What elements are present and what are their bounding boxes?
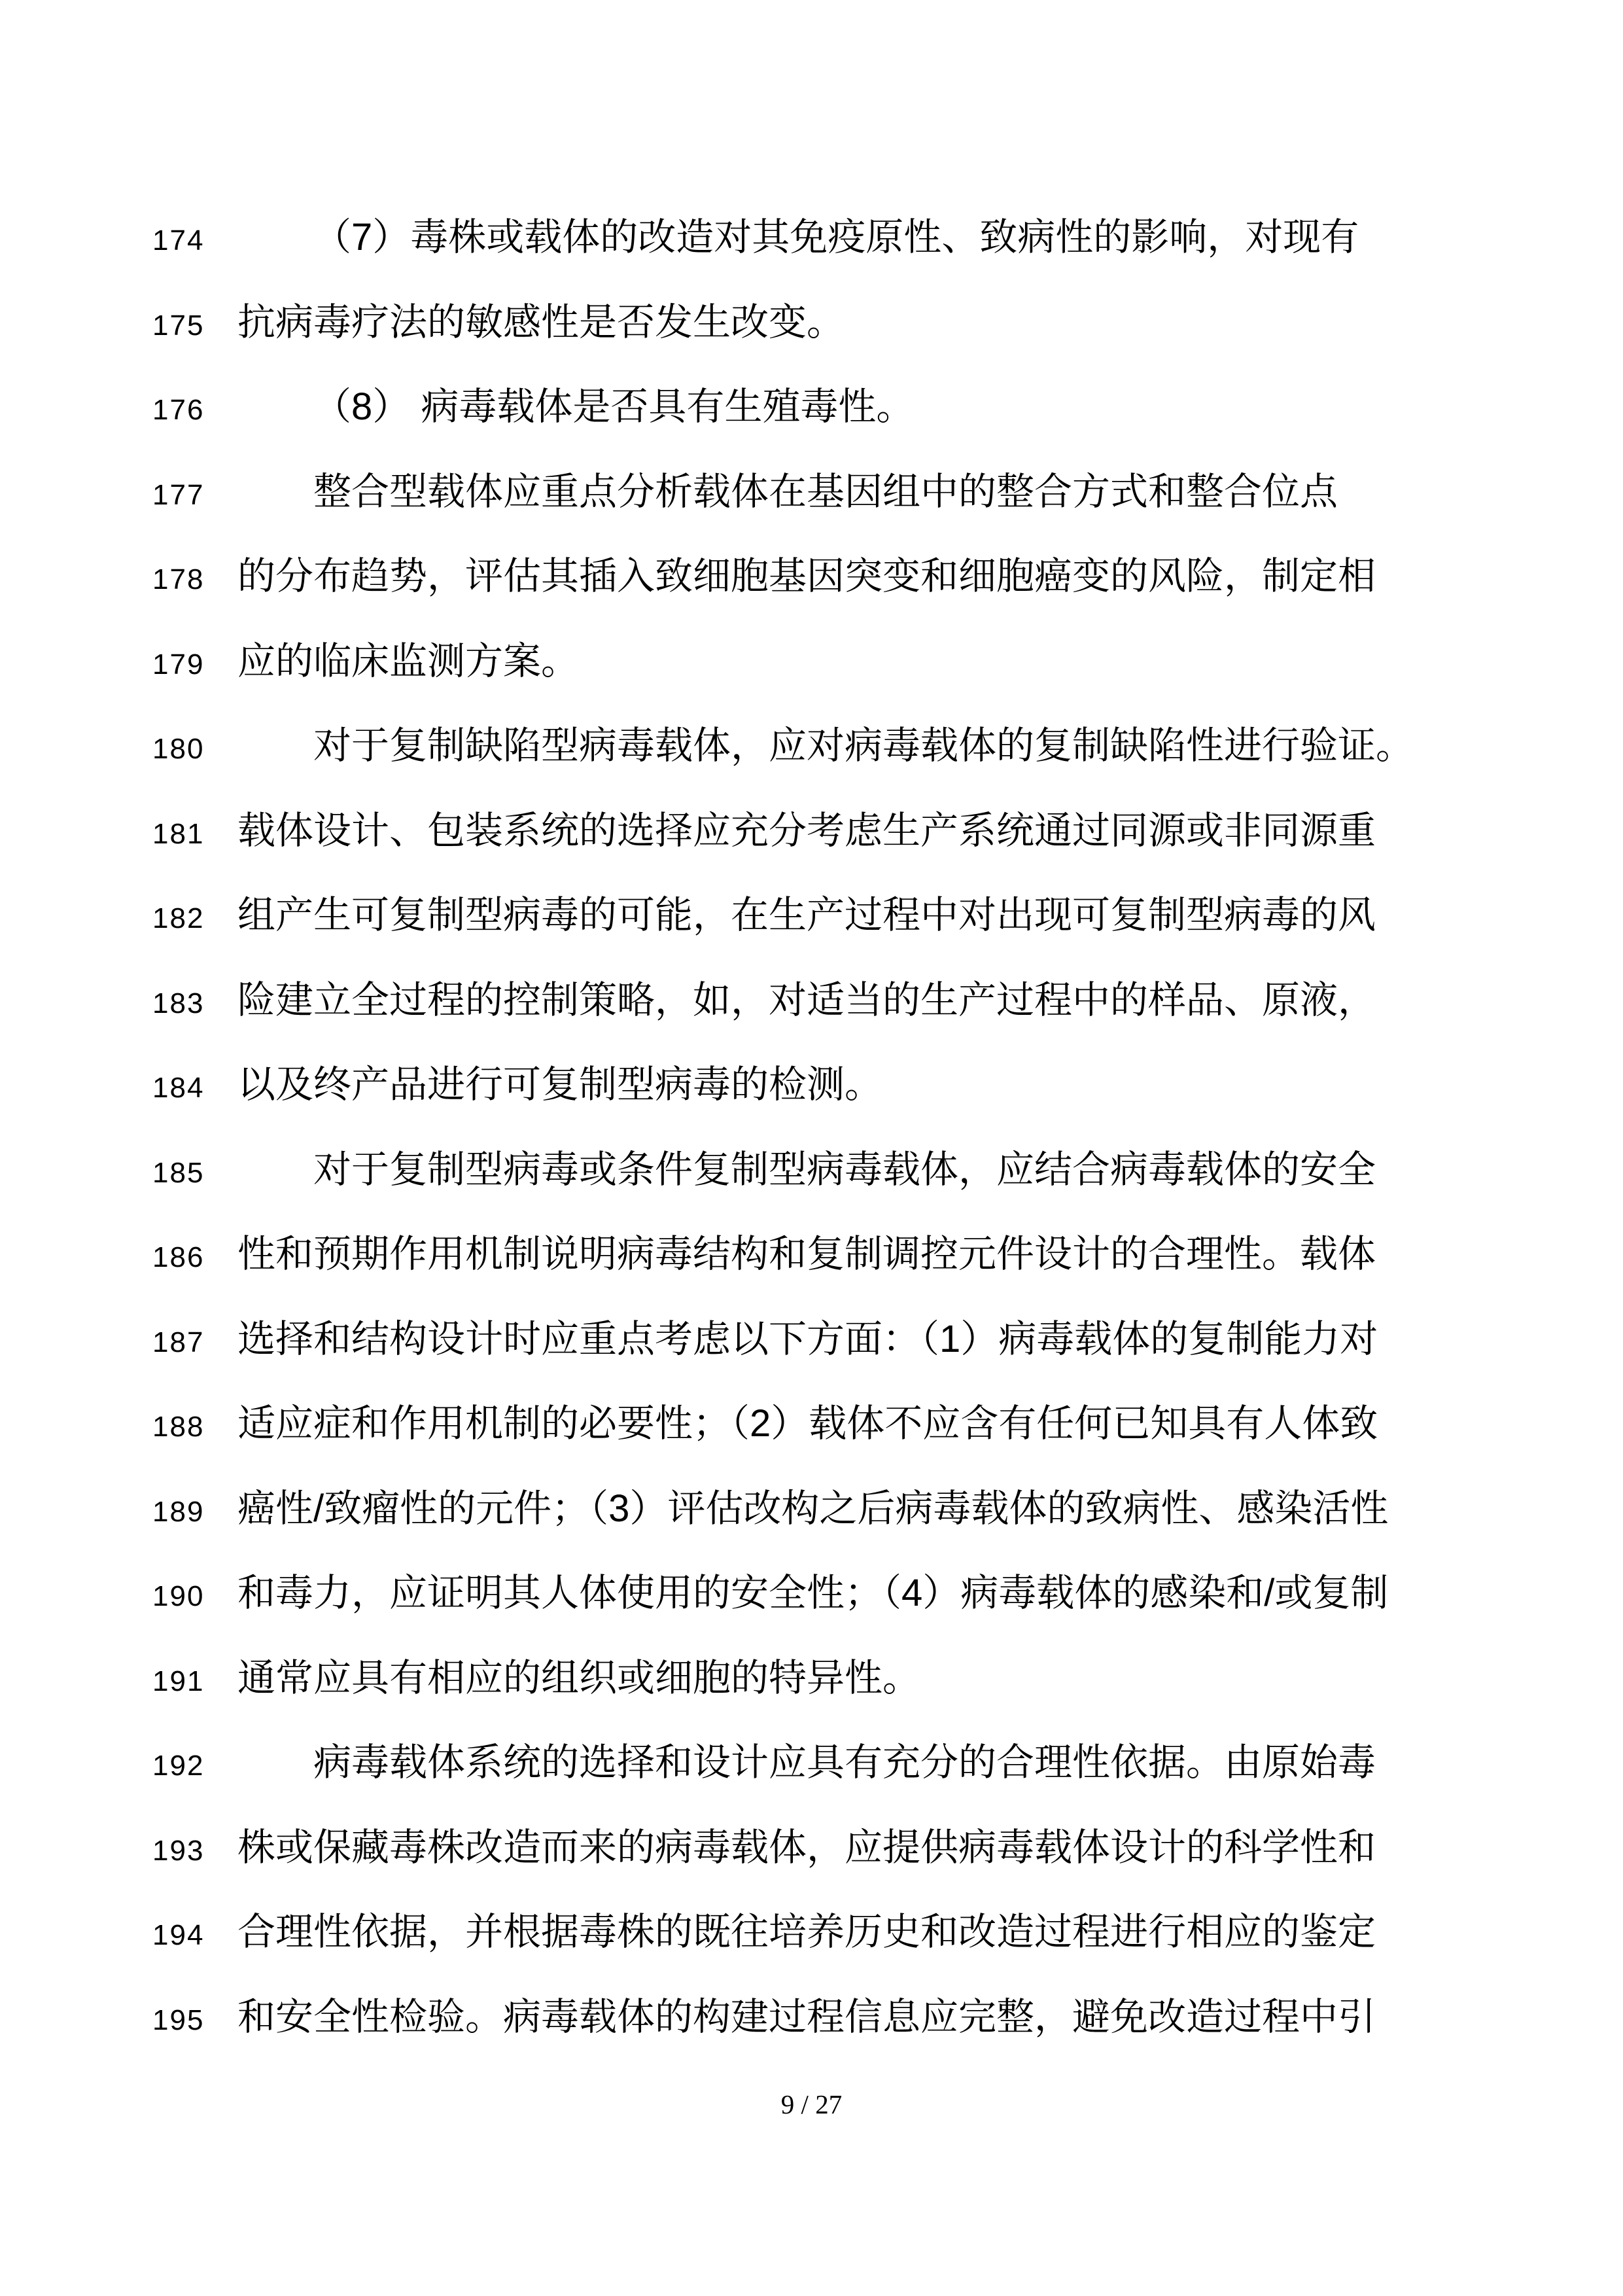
- line-number: 192: [152, 1750, 205, 1782]
- document-line: [0, 1975, 1623, 2060]
- document-line: [0, 1297, 1623, 1382]
- document-line: [0, 1042, 1623, 1127]
- line-number: 193: [152, 1834, 205, 1867]
- line-number: 178: [152, 563, 205, 595]
- line-number: 183: [152, 987, 205, 1019]
- document-line: [0, 1890, 1623, 1975]
- line-text: 组产生可复制型病毒的可能，在生产过程中对出现可复制型病毒的风: [237, 894, 1376, 936]
- line-number: 184: [152, 1072, 205, 1104]
- document-line: [0, 1381, 1623, 1466]
- line-text: 通常应具有相应的组织或细胞的特异性。: [237, 1656, 921, 1699]
- document-line: [0, 364, 1623, 450]
- document-line: [0, 788, 1623, 874]
- document-line: [0, 280, 1623, 365]
- document-line: [0, 958, 1623, 1043]
- line-text: 载体设计、包装系统的选择应充分考虑生产系统通过同源或非同源重: [237, 809, 1376, 852]
- line-number: 176: [152, 394, 205, 426]
- line-number: 191: [152, 1665, 205, 1697]
- document-line: [0, 534, 1623, 619]
- line-number: 180: [152, 733, 205, 765]
- line-number: 187: [152, 1326, 205, 1358]
- line-text: 整合型载体应重点分析载体在基因组中的整合方式和整合位点: [313, 470, 1338, 513]
- document-line: [0, 1551, 1623, 1636]
- line-number: 181: [152, 817, 205, 850]
- document-line: [0, 1636, 1623, 1721]
- document-line: [0, 703, 1623, 788]
- line-text: 的分布趋势，评估其插入致细胞基因突变和细胞癌变的风险，制定相: [237, 555, 1376, 597]
- line-text: 株或保藏毒株改造而来的病毒载体，应提供病毒载体设计的科学性和: [237, 1826, 1376, 1869]
- line-text: 适应症和作用机制的必要性；（2）载体不应含有任何已知具有人体致: [237, 1402, 1378, 1445]
- document-line: [0, 1212, 1623, 1297]
- line-text: 合理性依据，并根据毒株的既往培养历史和改造过程进行相应的鉴定: [237, 1911, 1376, 1953]
- document-line: [0, 873, 1623, 958]
- line-number: 190: [152, 1580, 205, 1612]
- line-number: 177: [152, 478, 205, 511]
- line-number: 174: [152, 224, 205, 256]
- line-number: 182: [152, 902, 205, 934]
- line-number: 186: [152, 1241, 205, 1273]
- line-text: 和毒力，应证明其人体使用的安全性；（4）病毒载体的感染和/或复制: [237, 1572, 1389, 1614]
- line-number: 175: [152, 309, 205, 342]
- line-number: 185: [152, 1156, 205, 1189]
- line-text: 性和预期作用机制说明病毒结构和复制调控元件设计的合理性。载体: [237, 1233, 1376, 1275]
- line-text: 病毒载体系统的选择和设计应具有充分的合理性依据。由原始毒: [313, 1741, 1376, 1784]
- line-text: （7）毒株或载体的改造对其免疫原性、致病性的影响，对现有: [313, 216, 1359, 258]
- line-text: 对于复制缺陷型病毒载体，应对病毒载体的复制缺陷性进行验证。: [313, 724, 1414, 767]
- line-number: 195: [152, 2004, 205, 2036]
- line-text: 和安全性检验。病毒载体的构建过程信息应完整，避免改造过程中引: [237, 1995, 1376, 2038]
- line-text: （8） 病毒载体是否具有生殖毒性。: [313, 385, 915, 428]
- line-text: 应的临床监测方案。: [237, 639, 580, 682]
- line-text: 抗病毒疗法的敏感性是否发生改变。: [237, 300, 845, 344]
- document-line: [0, 195, 1623, 280]
- line-text: 选择和结构设计时应重点考虑以下方面：（1）病毒载体的复制能力对: [237, 1317, 1378, 1360]
- line-number: 194: [152, 1919, 205, 1951]
- line-text: 以及终产品进行可复制型病毒的检测。: [237, 1063, 883, 1106]
- page-number: 9 / 27: [780, 2089, 843, 2119]
- document-line: [0, 619, 1623, 704]
- document-line: [0, 450, 1623, 535]
- line-text: 对于复制型病毒或条件复制型病毒载体，应结合病毒载体的安全: [313, 1148, 1376, 1191]
- line-text: 癌性/致瘤性的元件；（3）评估改构之后病毒载体的致病性、感染活性: [237, 1487, 1389, 1530]
- document-line: [0, 1805, 1623, 1890]
- document-line: [0, 1127, 1623, 1212]
- line-number: 189: [152, 1495, 205, 1528]
- line-number: 179: [152, 648, 205, 680]
- document-line: [0, 1720, 1623, 1805]
- document-line: [0, 1466, 1623, 1551]
- line-text: 险建立全过程的控制策略，如，对适当的生产过程中的样品、原液，: [237, 978, 1376, 1021]
- line-number: 188: [152, 1411, 205, 1443]
